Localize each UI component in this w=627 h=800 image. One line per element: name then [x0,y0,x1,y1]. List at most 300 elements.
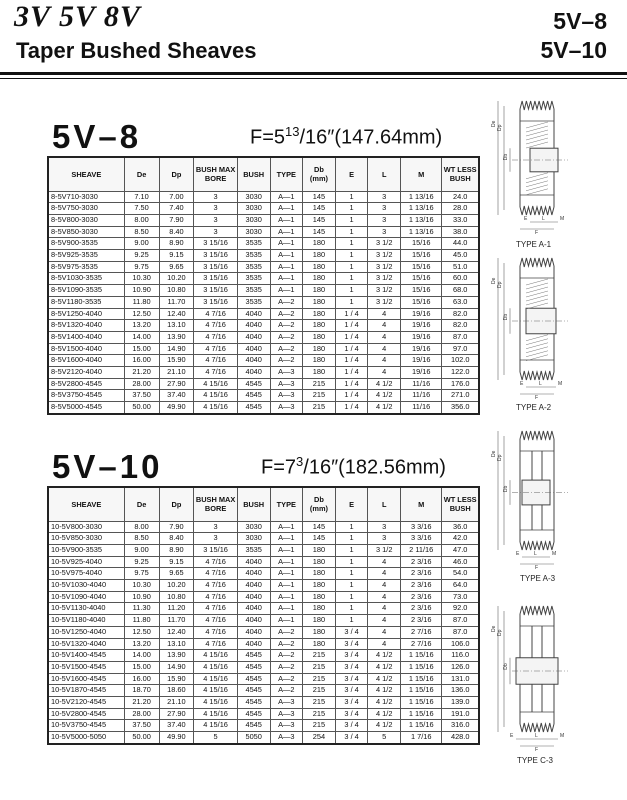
table-cell: 4 7/16 [194,603,238,615]
column-header: WT LESS BUSH [442,487,479,521]
table-cell: 1 [335,261,368,273]
rim-grooves-bottom [520,541,554,550]
table-cell: 3 1/2 [368,296,401,308]
table-row [48,615,479,627]
table-cell: 19/16 [401,367,442,379]
table-cell: 4 7/16 [194,320,238,332]
table-cell: 1 [335,580,368,592]
table-cell: 87.0 [442,615,479,627]
spec-table-5v10 [47,486,480,745]
table-row [48,544,479,556]
table-row [48,390,479,402]
dimension-label-db: Db [503,485,509,493]
sheave-model-cell: 10-5V3750-4545 [48,720,124,732]
column-header: De [124,157,159,191]
table-row [48,214,479,226]
table-cell: 11.70 [159,296,194,308]
section-f-5v10 [261,454,446,480]
table-row [48,250,479,262]
table-row [48,296,479,308]
table-cell: 16.00 [124,355,159,367]
sheave-model-cell: 10-5V1500-4545 [48,661,124,673]
header-rule-thick [0,72,627,75]
table-cell: 27.90 [159,708,194,720]
column-header: TYPE [270,157,303,191]
table-cell: 8.00 [124,521,159,533]
table-cell: 14.90 [159,343,194,355]
column-header: M [401,487,442,521]
table-cell: 18.60 [159,685,194,697]
table-cell: 13.10 [159,320,194,332]
table-cell: A—1 [270,250,303,262]
sheave-model-cell: 8-5V2120-4040 [48,367,124,379]
table-cell: 4 15/16 [194,390,238,402]
table-cell: 1 / 4 [335,367,368,379]
table-cell: 2 3/16 [401,556,442,568]
table-cell: 14.00 [124,331,159,343]
sheave-model-cell: 10-5V1090-4040 [48,591,124,603]
table-cell: 10.20 [159,273,194,285]
table-cell: A—3 [270,378,303,390]
table-cell: 9.15 [159,250,194,262]
table-row [48,685,479,697]
table-cell: 428.0 [442,732,479,744]
table-cell: 50.00 [124,402,159,414]
table-cell: 4545 [237,673,270,685]
table-cell: 10.80 [159,591,194,603]
table-cell: A—2 [270,685,303,697]
sheave-model-cell: 8-5V3750-4545 [48,390,124,402]
table-row [48,591,479,603]
table-cell: A—1 [270,261,303,273]
table-cell: 1 13/16 [401,214,442,226]
table-cell: A—2 [270,343,303,355]
column-header: BUSH MAX BORE [194,157,238,191]
table-cell: 180 [303,250,336,262]
table-cell: 215 [303,650,336,662]
table-cell: 4 [368,343,401,355]
sheave-model-cell: 8-5V710-3030 [48,191,124,203]
table-cell: 4 7/16 [194,355,238,367]
table-cell: 4 [368,556,401,568]
table-cell: 122.0 [442,367,479,379]
sheave-model-cell: 8-5V1030-3535 [48,273,124,285]
hub-section [526,308,556,334]
table-cell: 51.0 [442,261,479,273]
dimension-label-m: M [560,216,565,222]
table-cell: 3 / 4 [335,708,368,720]
table-cell: A—2 [270,638,303,650]
sheave-model-cell: 8-5V925-3535 [48,250,124,262]
table-cell: 1 [335,191,368,203]
table-cell: 4 15/16 [194,697,238,709]
table-row [48,226,479,238]
table-cell: 11.80 [124,296,159,308]
rim-grooves-top [520,101,554,110]
table-cell: 4 7/16 [194,367,238,379]
table-cell: 15/16 [401,296,442,308]
table-row [48,568,479,580]
table-cell: 4040 [237,580,270,592]
table-cell: 82.0 [442,308,479,320]
dimension-label-f: F [535,747,539,753]
sheave-model-cell: 10-5V1250-4040 [48,626,124,638]
table-cell: 1 / 4 [335,320,368,332]
dimension-label-f: F [535,395,539,401]
table-cell: 36.0 [442,521,479,533]
table-cell: 21.20 [124,367,159,379]
table-cell: 1 / 4 [335,355,368,367]
table-cell: 4040 [237,638,270,650]
sheave-model-cell: 10-5V1130-4040 [48,603,124,615]
sheave-model-cell: 10-5V800-3030 [48,521,124,533]
table-cell: 14.90 [159,661,194,673]
dimension-label-f: F [535,230,539,236]
table-cell: 1 [335,533,368,545]
table-cell: 11.30 [124,603,159,615]
table-cell: 15/16 [401,250,442,262]
sheave-model-cell: 8-5V900-3535 [48,238,124,250]
table-cell: 3 [368,203,401,215]
table-cell: 4 7/16 [194,568,238,580]
table-cell: A—2 [270,331,303,343]
table-cell: 10.80 [159,285,194,297]
table-cell: 4 15/16 [194,708,238,720]
table-cell: 28.00 [124,708,159,720]
table-cell: 5 [368,732,401,744]
table-cell: 15.00 [124,661,159,673]
table-cell: A—1 [270,191,303,203]
table-cell: 10.90 [124,285,159,297]
table-cell: 3 [368,214,401,226]
table-cell: 21.10 [159,697,194,709]
table-cell: 4040 [237,603,270,615]
table-cell: 2 3/16 [401,591,442,603]
table-cell: 4040 [237,320,270,332]
table-cell: 21.20 [124,697,159,709]
table-row [48,367,479,379]
table-cell: 180 [303,638,336,650]
table-cell: 9.65 [159,568,194,580]
table-cell: 4 7/16 [194,331,238,343]
table-cell: 254 [303,732,336,744]
table-cell: A—1 [270,580,303,592]
table-row [48,191,479,203]
table-row [48,638,479,650]
table-cell: 28.0 [442,203,479,215]
table-cell: 3 [368,521,401,533]
table-cell: 1 / 4 [335,378,368,390]
table-cell: 12.40 [159,308,194,320]
table-row [48,708,479,720]
rim-grooves-top [520,606,554,615]
column-header: BUSH [237,487,270,521]
table-cell: 3 [194,214,238,226]
table-cell: 1 / 4 [335,390,368,402]
table-cell: 37.50 [124,720,159,732]
column-header: E [335,157,368,191]
table-cell: 2 3/16 [401,580,442,592]
table-cell: 316.0 [442,720,479,732]
table-cell: 4 15/16 [194,673,238,685]
table-cell: 4040 [237,343,270,355]
table-cell: 356.0 [442,402,479,414]
table-row [48,533,479,545]
table-cell: 10.30 [124,580,159,592]
dimension-label-de: De [491,120,497,127]
table-cell: 180 [303,615,336,627]
table-cell: 38.0 [442,226,479,238]
table-cell: 9.75 [124,568,159,580]
sheave-model-cell: 8-5V800-3030 [48,214,124,226]
table-cell: 3 [194,521,238,533]
table-cell: 136.0 [442,685,479,697]
table-cell: 3 [194,533,238,545]
sheave-model-cell: 10-5V1320-4040 [48,638,124,650]
sheave-model-cell: 10-5V900-3535 [48,544,124,556]
table-cell: 27.90 [159,378,194,390]
table-cell: 18.70 [124,685,159,697]
table-cell: 4 1/2 [368,673,401,685]
table-cell: 4545 [237,685,270,697]
table-row [48,378,479,390]
table-cell: 1 [335,568,368,580]
sheave-model-cell: 8-5V5000-4545 [48,402,124,414]
table-cell: 11.20 [159,603,194,615]
table-cell: 3 1/2 [368,238,401,250]
table-cell: 3 1/2 [368,285,401,297]
table-cell: 1 [335,296,368,308]
column-header: SHEAVE [48,157,124,191]
table-row [48,261,479,273]
sheave-model-cell: 8-5V1500-4040 [48,343,124,355]
table-cell: 176.0 [442,378,479,390]
table-cell: 180 [303,343,336,355]
table-cell: 68.0 [442,285,479,297]
table-cell: 3 1/2 [368,250,401,262]
table-cell: 60.0 [442,273,479,285]
table-cell: 87.0 [442,626,479,638]
table-cell: A—3 [270,720,303,732]
dimension-label-l: L [539,381,542,387]
table-cell: 4545 [237,402,270,414]
table-cell: 145 [303,203,336,215]
table-cell: 1 13/16 [401,191,442,203]
table-cell: 3 [368,191,401,203]
table-cell: 87.0 [442,331,479,343]
table-cell: A—1 [270,568,303,580]
table-cell: A—2 [270,661,303,673]
table-cell: 3 15/16 [194,544,238,556]
column-header: L [368,157,401,191]
table-cell: 4040 [237,568,270,580]
table-row [48,320,479,332]
header-rule-thin [0,78,627,79]
table-row [48,285,479,297]
table-cell: 4545 [237,720,270,732]
table-cell: 33.0 [442,214,479,226]
table-cell: 1 [335,226,368,238]
table-cell: 4 7/16 [194,615,238,627]
table-cell: 1 13/16 [401,203,442,215]
table-cell: 4545 [237,697,270,709]
table-cell: 9.25 [124,250,159,262]
sheave-model-cell: 8-5V2800-4545 [48,378,124,390]
table-cell: 180 [303,320,336,332]
table-cell: 215 [303,673,336,685]
table-cell: 180 [303,367,336,379]
dimension-label-m: M [558,381,563,387]
table-cell: 215 [303,661,336,673]
table-row [48,720,479,732]
table-cell: 7.90 [159,521,194,533]
table-cell: 180 [303,591,336,603]
table-cell: 4 15/16 [194,378,238,390]
f-sup: 3 [296,454,304,469]
table-cell: 97.0 [442,343,479,355]
column-header: De [124,487,159,521]
table-cell: A—1 [270,556,303,568]
table-cell: 4040 [237,615,270,627]
table-cell: 4 [368,355,401,367]
spec-table-5v8 [47,156,480,415]
table-cell: 1 15/16 [401,673,442,685]
table-cell: 3 / 4 [335,650,368,662]
table-cell: 1 [335,603,368,615]
table-cell: 4 [368,638,401,650]
table-cell: 15/16 [401,285,442,297]
table-cell: 4 15/16 [194,720,238,732]
table-cell: 5 [194,732,238,744]
table-cell: 15/16 [401,238,442,250]
sheave-model-cell: 8-5V750-3030 [48,203,124,215]
table-cell: 47.0 [442,544,479,556]
table-cell: 4040 [237,367,270,379]
column-header: Dp [159,487,194,521]
table-cell: 4 1/2 [368,650,401,662]
table-cell: A—1 [270,203,303,215]
table-row [48,273,479,285]
table-cell: 1 [335,285,368,297]
column-header: L [368,487,401,521]
table-cell: 7.40 [159,203,194,215]
table-cell: 9.00 [124,544,159,556]
table-cell: 4 [368,568,401,580]
table-row [48,580,479,592]
table-cell: 180 [303,308,336,320]
sheave-model-cell: 10-5V1870-4545 [48,685,124,697]
table-cell: 4 [368,308,401,320]
table-cell: 11.80 [124,615,159,627]
table-cell: 7.90 [159,214,194,226]
table-cell: 49.90 [159,732,194,744]
table-cell: 191.0 [442,708,479,720]
sheave-drawing-type-a1 [492,95,576,235]
table-cell: 13.10 [159,638,194,650]
table-cell: A—2 [270,296,303,308]
table-cell: 4 [368,331,401,343]
table-cell: 13.20 [124,320,159,332]
section-title-5v10: 5V–10 [52,448,163,485]
table-cell: 11/16 [401,402,442,414]
table-cell: 63.0 [442,296,479,308]
table-cell: 8.40 [159,226,194,238]
table-cell: 4 7/16 [194,626,238,638]
table-cell: 4 [368,320,401,332]
table-cell: 131.0 [442,673,479,685]
table-cell: A—1 [270,591,303,603]
table-cell: 1 [335,238,368,250]
table-cell: 4 15/16 [194,402,238,414]
table-row [48,626,479,638]
table-cell: 3 / 4 [335,697,368,709]
table-cell: 145 [303,191,336,203]
table-cell: 3535 [237,273,270,285]
page-subtitle: Taper Bushed Sheaves [16,38,257,63]
table-cell: 4 1/2 [368,390,401,402]
table-cell: 13.90 [159,650,194,662]
table-cell: 9.15 [159,556,194,568]
table-cell: 3 1/2 [368,273,401,285]
sheave-model-cell: 8-5V1600-4040 [48,355,124,367]
column-header: SHEAVE [48,487,124,521]
table-row [48,238,479,250]
table-cell: 46.0 [442,556,479,568]
table-cell: 215 [303,720,336,732]
section-title-5v8: 5V–8 [52,118,142,155]
table-cell: 3 3/16 [401,533,442,545]
table-cell: 15.00 [124,343,159,355]
sheave-model-cell: 8-5V1250-4040 [48,308,124,320]
dimension-label-de: De [491,625,497,632]
table-cell: 15/16 [401,261,442,273]
sheave-model-cell: 10-5V925-4040 [48,556,124,568]
sheave-model-cell: 8-5V1400-4040 [48,331,124,343]
table-cell: 180 [303,603,336,615]
column-header: WT LESS BUSH [442,157,479,191]
table-cell: 3030 [237,214,270,226]
table-cell: 64.0 [442,580,479,592]
rim-grooves-bottom [520,723,554,732]
table-cell: 3 / 4 [335,626,368,638]
table-cell: 9.75 [124,261,159,273]
table-cell: 11.70 [159,615,194,627]
table-cell: 3 / 4 [335,720,368,732]
table-cell: A—2 [270,320,303,332]
table-cell: 1 [335,214,368,226]
dimension-label-db: Db [503,313,509,321]
table-cell: 4 [368,580,401,592]
sheave-model-cell: 10-5V2800-4545 [48,708,124,720]
table-cell: 3 15/16 [194,250,238,262]
table-cell: 4 1/2 [368,708,401,720]
table-cell: 54.0 [442,568,479,580]
table-cell: 4545 [237,390,270,402]
table-cell: 4 [368,615,401,627]
table-cell: A—3 [270,367,303,379]
table-cell: 24.0 [442,191,479,203]
table-cell: 37.50 [124,390,159,402]
table-cell: 3030 [237,533,270,545]
table-cell: A—1 [270,214,303,226]
table-cell: 3535 [237,261,270,273]
table-cell: 1 [335,250,368,262]
column-header: E [335,487,368,521]
table-cell: 4040 [237,355,270,367]
table-cell: 3 [368,533,401,545]
table-cell: 8.90 [159,544,194,556]
sheave-model-cell: 10-5V1030-4040 [48,580,124,592]
